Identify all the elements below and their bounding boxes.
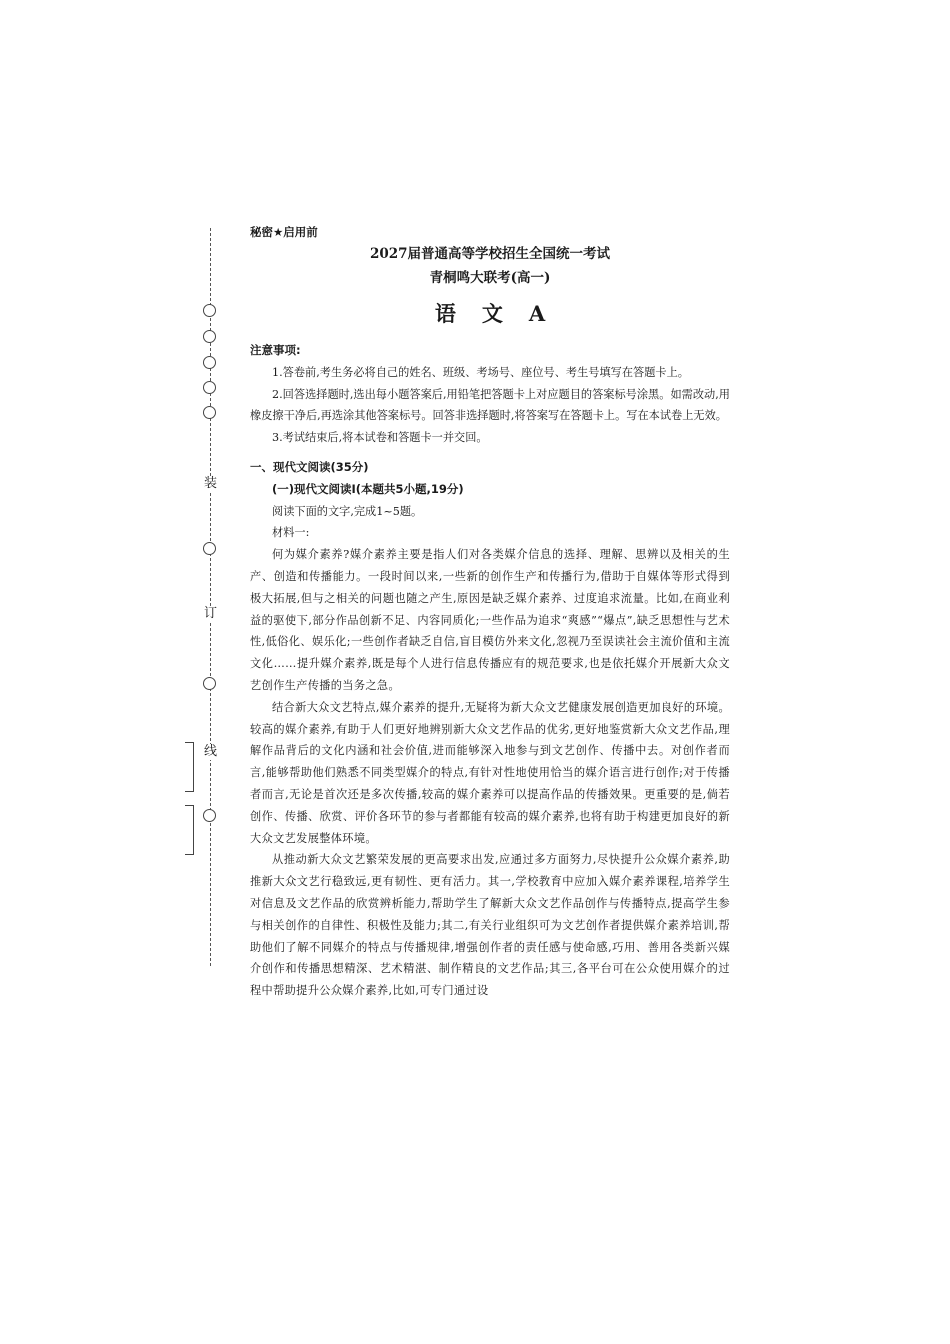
binding-hole xyxy=(203,356,216,369)
notice-item: 1.答卷前,考生务必将自己的姓名、班级、考场号、座位号、考生号填写在答题卡上。 xyxy=(272,365,689,379)
binding-char-ding: 订 xyxy=(204,606,218,621)
subject-title: 语文A xyxy=(434,301,572,326)
margin-bracket xyxy=(185,742,194,792)
material-label: 材料一: xyxy=(272,526,310,540)
notice-heading: 注意事项: xyxy=(250,343,301,357)
exam-page xyxy=(250,222,730,1002)
secret-label: 秘密★启用前 xyxy=(250,225,318,239)
passage-paragraph: 从推动新大众文艺繁荣发展的更高要求出发,应通过多方面努力,尽快提升公众媒介素养,助推新大众文艺行稳致远,更有韧性、更有活力。其一,学校教育中应加入媒介素养课程,培养学生对信息及文艺作品的欣赏辨析能力,帮助学生了解新大众文艺作品创作与传播特点,提高学生参与相关创作的自律性、积极性及能力;其二,有关行业组织可为文艺创作者提供媒介素养培训,帮助他们了解不同媒介的特点与传播规律,增强创作者的责任感与使命感,巧用、善用各类新兴媒介创作和传播思想精深、艺术精湛、制作精良的文艺作品;其三,各平台可在公众使用媒介的过程中帮助提升公众媒介素养,比如,可专门通过设 xyxy=(250,853,730,998)
binding-hole xyxy=(203,677,216,690)
binding-hole xyxy=(203,330,216,343)
binding-char-zhuang: 装 xyxy=(204,476,218,491)
notice-item: 2.回答选择题时,选出每小题答案后,用铅笔把答题卡上对应题目的答案标号涂黑。如需改动,用橡皮擦干净后,再选涂其他答案标号。回答非选择题时,将答案写在答题卡上。写在本试卷上无效。 xyxy=(250,387,730,423)
binding-hole xyxy=(203,542,216,555)
exam-title: 2027届普通高等学校招生全国统一考试 xyxy=(369,246,611,262)
binding-hole xyxy=(203,809,216,822)
reading-instruction: 阅读下面的文字,完成1~5题。 xyxy=(272,504,423,518)
binding-hole xyxy=(203,406,216,419)
margin-bracket xyxy=(185,805,194,855)
section-heading: 一、现代文阅读(35分) xyxy=(250,459,369,474)
passage-paragraph: 结合新大众文艺特点,媒介素养的提升,无疑将为新大众文艺健康发展创造更加良好的环境。较高的媒介素养,有助于人们更好地辨别新大众文艺作品的优劣,更好地鉴赏新大众文艺作品,理解作品背后的文化内涵和社会价值,进而能够深入地参与到文艺创作、传播中去。对创作者而言,能够帮助他们熟悉不同类型媒介的特点,有针对性地使用恰当的媒介语言进行创作;对于传播者而言,无论是首次还是多次传播,较高的媒介素养可以提高作品的传播效果。更重要的是,倘若创作、传播、欣赏、评价各环节的参与者都能有较高的媒介素养,也将有助于构建更加良好的新大众文艺发展整体环境。 xyxy=(250,700,730,845)
exam-subtitle: 青桐鸣大联考(高一) xyxy=(429,270,551,286)
passage-paragraph: 何为媒介素养?媒介素养主要是指人们对各类媒介信息的选择、理解、思辨以及相关的生产、创造和传播能力。一段时间以来,一些新的创作生产和传播行为,借助于自媒体等形式得到极大拓展,但与之相关的问题也随之产生,原因是缺乏媒介素养、过度追求流量。比如,在商业利益的驱使下,部分作品创新不足、内容同质化;一些作品为追求“爽感”“爆点”,缺乏思想性与艺术性,低俗化、娱乐化;一些创作者缺乏自信,盲目模仿外来文化,忽视乃至误读社会主流价值和主流文化……提升媒介素养,既是每个人进行信息传播应有的规范要求,也是依托媒介开展新大众文艺创作生产传播的当务之急。 xyxy=(250,548,730,692)
subsection-heading: (一)现代文阅读Ⅰ(本题共5小题,19分) xyxy=(272,481,464,496)
binding-hole xyxy=(203,381,216,394)
notice-item: 3.考试结束后,将本试卷和答题卡一并交回。 xyxy=(272,431,488,445)
binding-hole xyxy=(203,304,216,317)
binding-char-xian: 线 xyxy=(204,744,218,759)
